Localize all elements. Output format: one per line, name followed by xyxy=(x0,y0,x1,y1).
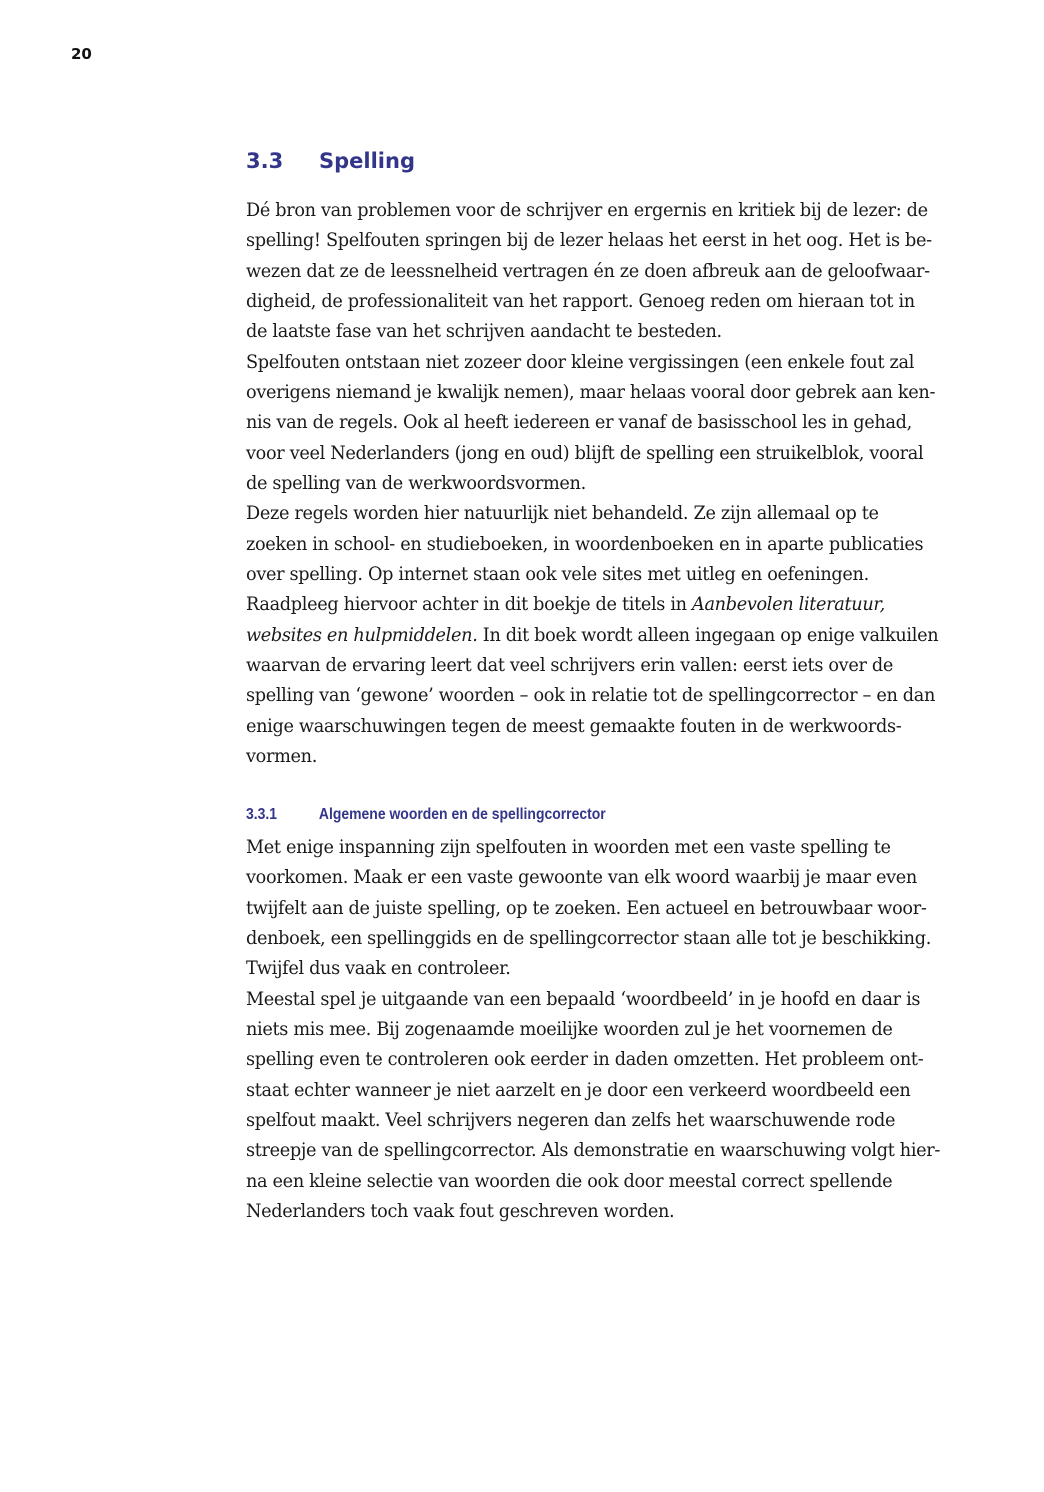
text-segment: digheid, de professionaliteit van het rapport. Genoeg reden om hieraan tot in xyxy=(246,289,915,312)
text-segment: zoeken in school- en studieboeken, in woordenboeken en in aparte publicaties xyxy=(246,532,924,555)
text-line xyxy=(246,711,902,741)
subsection-title: Algemene woorden en de spellingcorrector xyxy=(318,806,606,823)
text-line xyxy=(246,984,921,1014)
text-segment: Nederlanders toch vaak fout geschreven worden. xyxy=(246,1199,675,1222)
text-segment: voor veel Nederlanders (jong en oud) blijft de spelling een struikelblok, vooral xyxy=(246,441,924,464)
text-line xyxy=(246,893,927,923)
text-segment: niets mis mee. Bij zogenaamde moeilijke woorden zul je het voornemen de xyxy=(246,1017,893,1040)
text-line xyxy=(246,680,936,710)
text-segment: twijfelt aan de juiste spelling, op te zoeken. Een actueel en betrouwbaar woor- xyxy=(246,896,927,919)
text-line xyxy=(246,468,878,498)
text-segment: nis van de regels. Ook al heeft iedereen er vanaf de basisschool les in gehad, xyxy=(246,411,912,434)
body-text-section xyxy=(246,195,939,771)
text-segment: enige waarschuwingen tegen de meest gemaakte fouten in de werkwoords- xyxy=(246,714,902,737)
text-segment: voorkomen. Maak er een vaste gewoonte van elk woord waarbij je maar even xyxy=(246,866,917,889)
text-line xyxy=(246,832,891,862)
text-line xyxy=(246,1105,896,1135)
text-segment: streepje van de spellingcorrector. Als demonstratie en waarschuwing volgt hier- xyxy=(246,1139,941,1162)
text-line xyxy=(246,225,932,255)
text-line xyxy=(246,953,878,983)
text-line xyxy=(246,741,878,771)
text-line xyxy=(246,498,878,528)
text-line xyxy=(246,1166,893,1196)
text-segment: spelfout maakt. Veel schrijvers negeren dan zelfs het waarschuwende rode xyxy=(246,1108,896,1131)
text-segment: denboek, een spellinggids en de spellingcorrector staan alle tot je beschikking. xyxy=(246,926,932,949)
text-line xyxy=(246,1135,941,1165)
text-segment: Twijfel dus vaak en controleer. xyxy=(246,957,511,980)
italic-title-text: Aanbevolen literatuur, xyxy=(692,593,885,616)
text-segment: Spelfouten ontstaan niet zozeer door kleine vergissingen (een enkele fout zal xyxy=(246,350,915,373)
section-number: 3.3 xyxy=(246,149,284,173)
text-segment: staat echter wanneer je niet aarzelt en je door een verkeerd woordbeeld een xyxy=(246,1078,911,1101)
text-line xyxy=(246,195,928,225)
text-line xyxy=(246,559,878,589)
text-line xyxy=(246,589,885,619)
body-text-subsection xyxy=(246,832,941,1226)
text-line xyxy=(246,377,936,407)
text-line xyxy=(246,862,917,892)
text-segment: Deze regels worden hier natuurlijk niet behandeld. Ze zijn allemaal op te xyxy=(246,502,879,525)
text-segment: waarvan de ervaring leert dat veel schrijvers erin vallen: eerst iets over de xyxy=(246,653,893,676)
text-segment: Raadpleeg hiervoor achter in dit boekje de titels in xyxy=(246,593,693,616)
subsection-heading xyxy=(246,806,606,824)
text-segment: spelling even te controleren ook eerder in daden omzetten. Het probleem ont- xyxy=(246,1048,924,1071)
text-segment: over spelling. Op internet staan ook vele sites met uitleg en oefeningen. xyxy=(246,562,869,585)
text-segment: Met enige inspanning zijn spelfouten in woorden met een vaste spelling te xyxy=(246,836,891,858)
text-segment: de spelling van de werkwoordsvormen. xyxy=(246,471,586,494)
text-segment: Dé bron van problemen voor de schrijver en ergernis en kritiek bij de lezer: de xyxy=(246,199,928,221)
text-segment: Meestal spel je uitgaande van een bepaald ‘woordbeeld’ in je hoofd en daar is xyxy=(246,987,921,1010)
text-line xyxy=(246,650,893,680)
text-segment: de laatste fase van het schrijven aandacht te besteden. xyxy=(246,320,722,343)
text-line xyxy=(246,407,912,437)
section-heading xyxy=(246,149,415,173)
text-segment: na een kleine selectie van woorden die ook door meestal correct spellende xyxy=(246,1169,893,1192)
text-line xyxy=(246,347,915,377)
text-line xyxy=(246,316,878,346)
text-segment: spelling van ‘gewone’ woorden – ook in relatie tot de spellingcorrector – en dan xyxy=(246,684,936,707)
text-segment: spelling! Spelfouten springen bij de lezer helaas het eerst in het oog. Het is be- xyxy=(246,229,932,252)
text-line xyxy=(246,1014,893,1044)
subsection-number: 3.3.1 xyxy=(246,806,278,823)
text-line xyxy=(246,1075,911,1105)
text-line xyxy=(246,1044,924,1074)
text-segment: vormen. xyxy=(246,744,317,767)
text-line xyxy=(246,286,915,316)
text-segment: wezen dat ze de leessnelheid vertragen én ze doen afbreuk aan de geloofwaar- xyxy=(246,259,930,282)
text-line xyxy=(246,1196,878,1226)
text-line xyxy=(246,923,932,953)
page-number: 20 xyxy=(71,45,92,63)
text-line xyxy=(246,438,924,468)
text-line xyxy=(246,529,924,559)
section-title: Spelling xyxy=(319,149,415,173)
text-line xyxy=(246,620,939,650)
text-line xyxy=(246,256,930,286)
text-segment: In dit boek wordt alleen ingegaan op enige valkuilen xyxy=(477,623,939,646)
italic-title-text: websites en hulpmiddelen. xyxy=(246,623,478,646)
text-segment: overigens niemand je kwalijk nemen), maar helaas vooral door gebrek aan ken- xyxy=(246,380,936,403)
